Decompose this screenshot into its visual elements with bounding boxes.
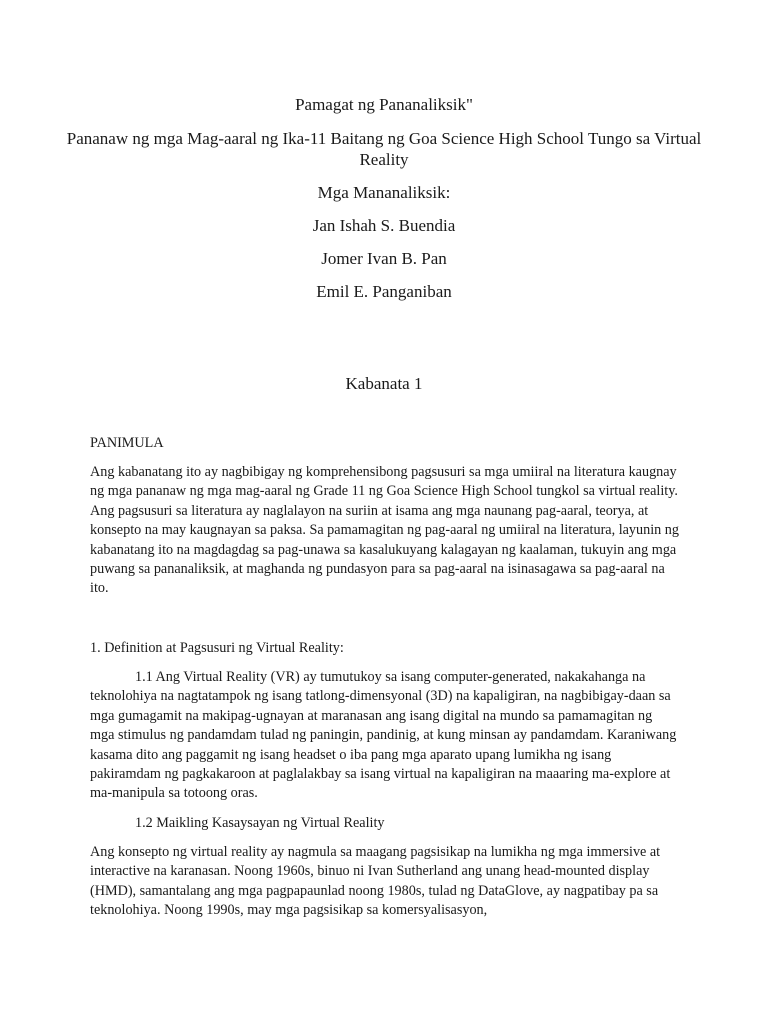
researcher-name: Jan Ishah S. Buendia	[312, 216, 456, 235]
intro-paragraph: Ang kabanatang ito ay nagbibigay ng komprehensibong pagsusuri sa mga umiiral na literatura kaugnay ng mga pananaw ng mga mag-aaral ng Grade 11 ng Goa Science High School tungkol sa virtual reality. Ang pagsusuri sa literatura ay naglalayon na suriin at isama ang mga naunang pag-aaral, teorya, at konsepto na may kaugnayan sa paksa. Sa pamamagitan ng pag-aaral ng umiiral na literatura, layunin ng kabanatang ito na magdagdag sa pag-unawa sa kasalukuyang kalagayan ng kaalaman, tukuyin ang mga puwang sa pananaliksik, at maghanda ng pundasyon para sa pag-aaral na isinasagawa sa pag-aaral na ito.	[90, 464, 679, 597]
section-heading: PANIMULA	[90, 435, 164, 451]
title-label: Pamagat ng Pananaliksik"	[295, 95, 473, 114]
study-title: Pananaw ng mga Mag-aaral ng Ika-11 Baitang ng Goa Science High School Tungo sa Virtual Reality	[66, 129, 702, 169]
researcher-name: Emil E. Panganiban	[316, 282, 452, 301]
paragraph-1-1: 1.1 Ang Virtual Reality (VR) ay tumutukoy sa isang computer-generated, nakakahanga na teknolohiya na nagtatampok ng isang tatlong-dimensyonal (3D) na kapaligiran, na nagbibigay-daan sa mga gumagamit na makipag-ugnayan at maranasan ang isang digital na mundo sa pamamagitan ng mga stimulus ng pandamdam tulad ng paningin, pandinig, at kung minsan ay pandamdam. Karaniwang kasama dito ang paggamit ng isang headset o iba pang mga aparato upang lumikha ng isang pakiramdam ng pagkakaroon at paglalakbay sa isang virtual na kapaligiran na maaaring ma-explore at ma-manipula sa totoong oras.	[90, 669, 677, 802]
chapter-heading: Kabanata 1	[345, 374, 423, 393]
subsection-heading: 1. Definition at Pagsusuri ng Virtual Reality:	[90, 640, 344, 656]
researcher-name: Jomer Ivan B. Pan	[321, 249, 447, 268]
paragraph-1-2: Ang konsepto ng virtual reality ay nagmula sa maagang pagsisikap na lumikha ng mga immersive at interactive na karanasan. Noong 1960s, binuo ni Ivan Sutherland ang unang head-mounted display (HMD), samantalang ang mga pagpapaunlad noong 1980s, tulad ng DataGlove, ay nagpatibay pa sa teknolohiya. Noong 1990s, may mga pagsisikap sa komersyalisasyon,	[90, 844, 661, 919]
subsection-heading-1-2: 1.2 Maikling Kasaysayan ng Virtual Reality	[135, 815, 385, 831]
researchers-label: Mga Mananaliksik:	[317, 183, 451, 202]
